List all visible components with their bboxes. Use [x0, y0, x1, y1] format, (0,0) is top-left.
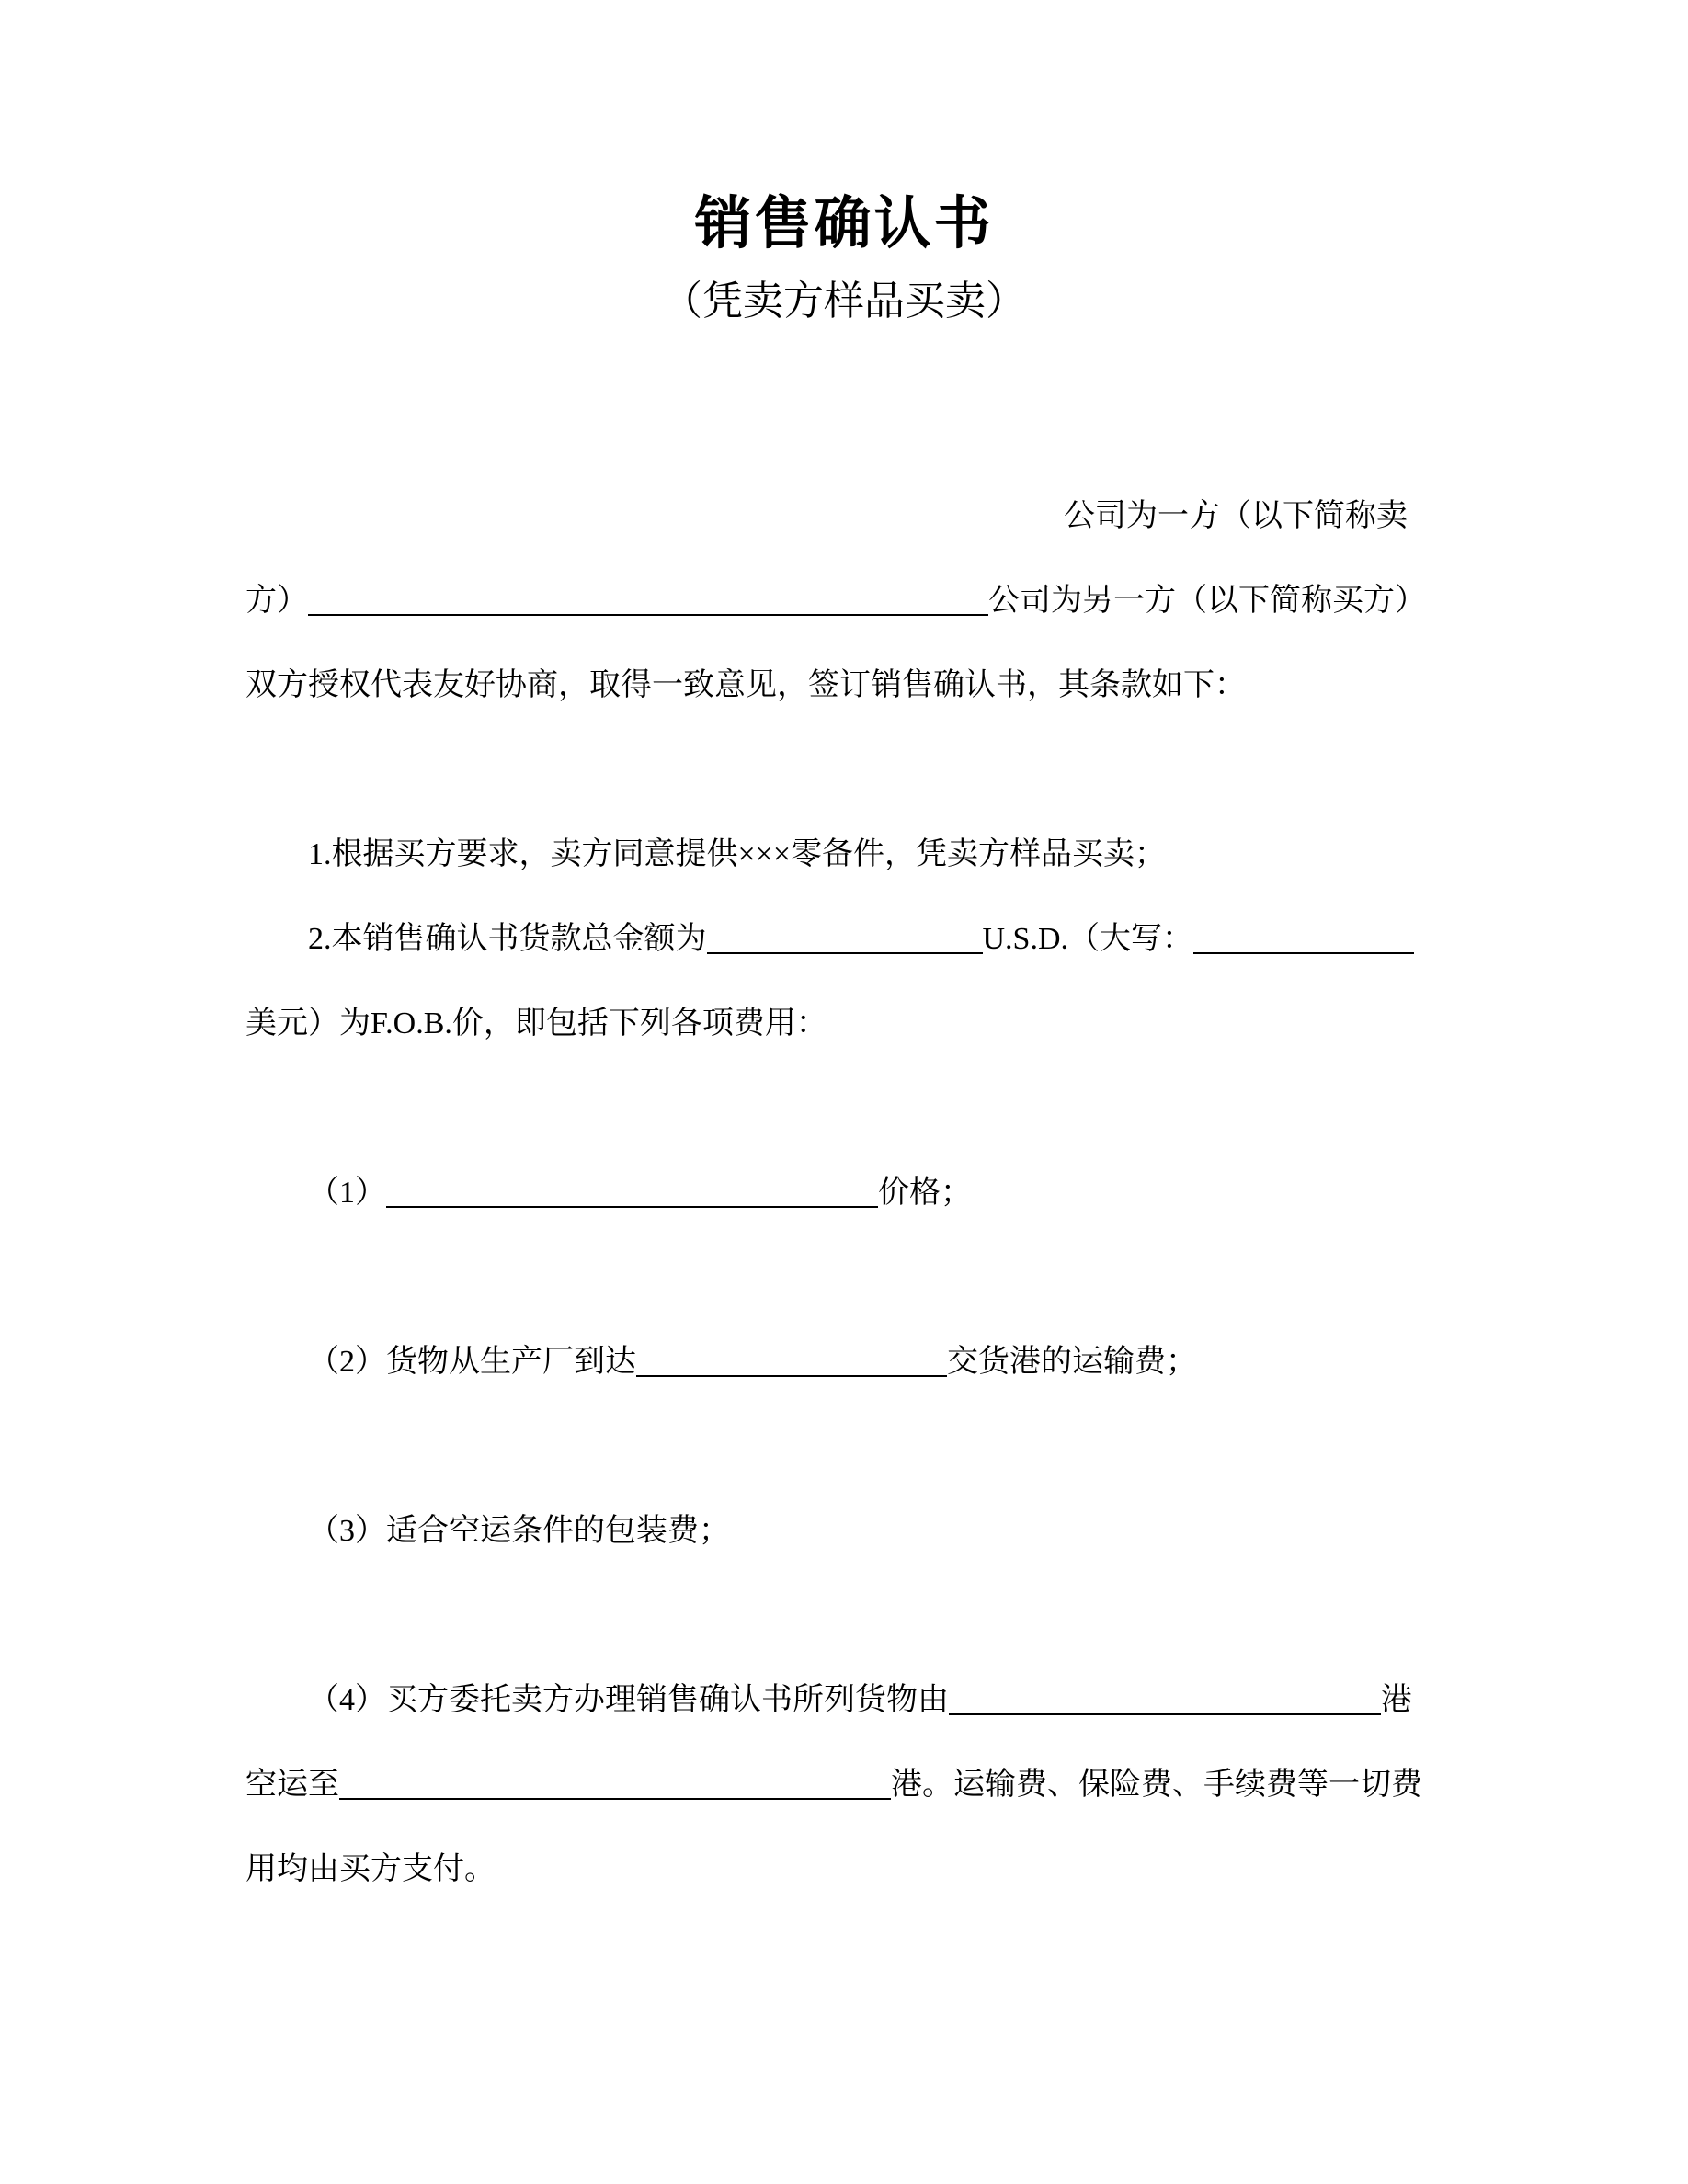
paragraph-party-clause — [245, 474, 1443, 728]
text-run: U.S.D.（大写： — [982, 921, 1194, 956]
text-run: 港。运输费、保险费、手续费等一切费 — [891, 1767, 1422, 1802]
blank-field — [386, 1199, 878, 1208]
blank-field — [636, 1368, 947, 1377]
paragraph-fee-item-3 — [245, 1489, 1443, 1574]
blank-field — [308, 607, 988, 616]
leading-space — [245, 525, 1064, 526]
text-run: （4）买方委托卖方办理销售确认书所列货物由 — [308, 1682, 949, 1717]
text-run: （3）适合空运条件的包装费； — [308, 1513, 730, 1548]
text-run: （2）货物从生产厂到达 — [308, 1344, 636, 1379]
document-body — [245, 474, 1443, 1912]
paragraph-clause-1 — [245, 813, 1443, 897]
text-run: 2.本销售确认书货款总金额为 — [308, 921, 707, 956]
text-run: 公司为一方（以下简称卖 — [1064, 498, 1408, 533]
document-title: 销售确认书 — [694, 192, 994, 256]
blank-field — [949, 1706, 1381, 1715]
text-run: 1.根据买方要求，卖方同意提供×××零备件，凭卖方样品买卖； — [308, 836, 1167, 871]
text-run: 价格； — [878, 1175, 972, 1210]
text-run: 空运至 — [245, 1767, 339, 1802]
blank-field — [339, 1791, 891, 1800]
text-run: 双方授权代表友好协商，取得一致意见，签订销售确认书，其条款如下： — [245, 667, 1246, 702]
text-run: （1） — [308, 1175, 386, 1210]
paragraph-fee-item-4 — [245, 1658, 1443, 1912]
text-run: 美元）为F.O.B.价，即包括下列各项费用： — [245, 1006, 827, 1041]
text-run: 公司为另一方（以下简称买方） — [988, 583, 1426, 618]
blank-field — [707, 945, 983, 954]
text-run: 方） — [245, 583, 308, 618]
text-run: 用均由买方支付。 — [245, 1851, 496, 1886]
paragraph-clause-2 — [245, 897, 1443, 1066]
document-subtitle: （凭卖方样品买卖） — [662, 279, 1026, 324]
paragraph-fee-item-2 — [245, 1320, 1443, 1405]
paragraph-fee-item-1 — [245, 1151, 1443, 1235]
text-run: 交货港的运输费； — [947, 1344, 1197, 1379]
blank-field — [1193, 945, 1414, 954]
text-run: 港 — [1381, 1682, 1412, 1717]
